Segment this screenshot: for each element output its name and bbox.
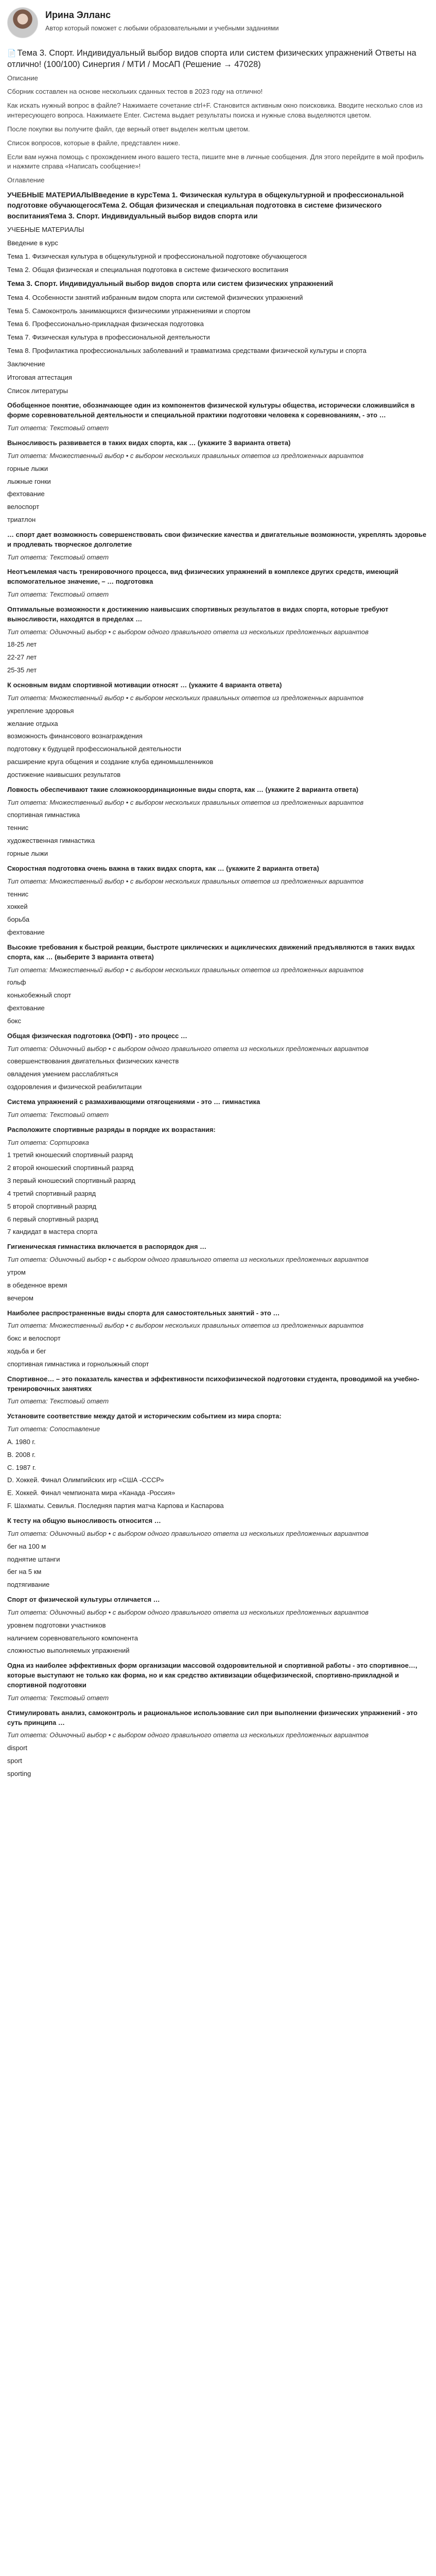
question-block [7,785,427,859]
author-avatar[interactable] [7,7,38,38]
answer-option: disport [7,1744,28,1752]
answer-option: горные лыжи [7,849,48,857]
question-text: К основным видам спортивной мотивации относят … (укажите 4 варианта ответа) [7,681,282,689]
answer-option: sporting [7,1769,31,1777]
question-block [7,943,427,1026]
question-block [7,1242,427,1303]
answer-type: Тип ответа: Текстовый ответ [7,1397,109,1405]
answer-option: 3 первый юношеский спортивный разряд [7,1177,135,1185]
answer-option: F. Шахматы. Севилья. Последняя партия матча Карпова и Каспарова [7,1502,224,1510]
answer-type: Тип ответа: Сортировка [7,1138,89,1146]
answer-option: 4 третий спортивный разряд [7,1189,96,1197]
answer-option: E. Хоккей. Финал чемпионата мира «Канада -Россия» [7,1489,176,1497]
intro-paragraph: Сборник составлен на основе нескольких сданных тестов в 2023 году на отлично! [7,88,263,96]
question-block [7,1661,427,1703]
answer-option: оздоровления и физической реабилитации [7,1083,142,1091]
answer-option: художественная гимнастика [7,837,95,845]
answer-option: лыжные гонки [7,477,51,485]
toc-item: Тема 1. Физическая культура в общекультурной и профессиональной подготовке обучающегося [7,252,307,260]
answer-option: сложностью выполняемых упражнений [7,1647,130,1655]
answer-option: 22-27 лет [7,653,37,662]
answer-type: Тип ответа: Текстовый ответ [7,1693,109,1702]
answer-option: подтягивание [7,1581,50,1589]
answer-option: укрепление здоровья [7,706,74,715]
question-text: Выносливость развивается в таких видах спорта, как … (укажите 3 варианта ответа) [7,438,291,447]
document-icon: 📄 [7,49,16,57]
answer-option: хоккей [7,903,28,911]
answer-option: A. 1980 г. [7,1437,36,1446]
document-title-text: Тема 3. Спорт. Индивидуальный выбор видов спорта или систем физических упражнений Ответы на отлично! (100/100) Синергия / МТИ / МосАП (Решение → 47028) [7,48,416,70]
answer-option: 7 кандидат в мастера спорта [7,1228,98,1236]
question-block [7,1412,427,1511]
intro-section [7,74,427,186]
toc-item: Тема 5. Самоконтроль занимающихся физическими упражнениями и спортом [7,307,251,315]
toc-item: Заключение [7,360,45,368]
question-block [7,1375,427,1407]
question-block [7,1516,427,1590]
question-block [7,401,427,433]
answer-option: конькобежный спорт [7,991,72,999]
question-block [7,1595,427,1656]
answer-type: Тип ответа: Текстовый ответ [7,590,109,599]
answer-type: Тип ответа: Одиночный выбор • с выбором одного правильного ответа из нескольких предложенных вариантов [7,1044,369,1053]
question-text: Оптимальные возможности к достижению наивысших спортивных результатов в видах спорта, которые требуют выносливости, находятся в пределах … [7,605,389,623]
questions-list [7,401,427,1778]
answer-type: Тип ответа: Одиночный выбор • с выбором одного правильного ответа из нескольких предложенных вариантов [7,1256,369,1264]
intro-paragraph: Как искать нужный вопрос в файле? Нажимаете сочетание ctrl+F. Становится активным окно поисковика. Вводите несколько слов из интересующего вопроса. Нажимаете Enter. Система выдает результаты поиска и нужные слова выделяются цветом. [7,101,423,120]
question-block [7,567,427,600]
toc-item: Тема 7. Физическая культура в профессиональной деятельности [7,333,210,342]
toc-list-2 [7,293,427,396]
question-text: Общая физическая подготовка (ОФП) - это процесс … [7,1031,187,1040]
question-block [7,1031,427,1092]
question-text: Обобщенное понятие, обозначающее один из компонентов физической культуры общества, исторически сложившийся в форме соревновательной деятельности и специальной практики подготовки человека к соревнованиям, - это … [7,401,415,419]
question-text: … спорт дает возможность совершенствовать свои физические качества и двигательные возможности, укреплять здоровье и продлевать творческое долголетие [7,530,427,548]
answer-option: теннис [7,824,29,832]
answer-option: 25-35 лет [7,666,37,674]
answer-option: 6 первый спортивный разряд [7,1215,98,1223]
answer-option: C. 1987 г. [7,1463,36,1471]
answer-option: поднятие штанги [7,1555,60,1563]
question-text: Ловкость обеспечивают такие сложнокоординационные виды спорта, как … (укажите 2 варианта ответа) [7,785,359,793]
answer-type: Тип ответа: Множественный выбор • с выбором нескольких правильных ответов из предложенных вариантов [7,451,364,460]
answer-option: фехтование [7,1004,45,1012]
question-text: Скоростная подготовка очень важна в таких видах спорта, как … (укажите 2 варианта ответа) [7,864,319,872]
author-description: Автор который поможет с любыми образовательными и учебными заданиями [45,25,279,32]
question-block [7,681,427,780]
toc-item: УЧЕБНЫЕ МАТЕРИАЛЫ [7,226,84,234]
answer-option: велоспорт [7,503,40,511]
question-text: Спортивное… – это показатель качества и эффективности психофизической подготовки студента, проводимой на учебно-тренировочных занятиях [7,1375,420,1393]
question-text: Система упражнений с размахивающими отягощениями - это … гимнастика [7,1098,260,1106]
intro-paragraph: Если вам нужна помощь с прохождением иного вашего теста, пишите мне в личные сообщения. Для этого перейдите в мой профиль и нажмите справа «Написать сообщение»! [7,152,424,171]
answer-option: бег на 100 м [7,1542,46,1550]
toc-item: Итоговая аттестация [7,373,72,381]
answer-type: Тип ответа: Текстовый ответ [7,424,109,432]
intro-paragraph: Описание [7,74,38,82]
question-text: Расположите спортивные разряды в порядке их возрастания: [7,1125,216,1133]
answer-option: возможность финансового вознаграждения [7,732,143,740]
answer-option: 1 третий юношеский спортивный разряд [7,1151,133,1159]
toc-item: Тема 4. Особенности занятий избранным видом спорта или системой физических упражнений [7,293,303,301]
document-title [7,47,427,71]
answer-option: фехтование [7,490,45,498]
question-text: Высокие требования к быстрой реакции, быстроте циклических и ациклических движений предъявляются в таких видах спорта, как … (выберите 3 варианта ответа) [7,943,415,961]
toc-summary: УЧЕБНЫЕ МАТЕРИАЛЫВведение в курсТема 1. Физическая культура в общекультурной и профессиональной подготовке обучающегосяТема 2. Общая физическая и специальная подготовка в системе физического воспитанияТема 3. Спорт. Индивидуальный выбор видов спорта или [7,191,404,220]
answer-option: бокс [7,1016,22,1025]
intro-paragraph: Оглавление [7,176,45,184]
intro-paragraph: После покупки вы получите файл, где верный ответ выделен желтым цветом. [7,125,250,133]
answer-type: Тип ответа: Одиночный выбор • с выбором одного правильного ответа из нескольких предложенных вариантов [7,1608,369,1616]
question-block [7,605,427,675]
answer-option: подготовку к будущей профессиональной деятельности [7,745,182,753]
question-text: Наиболее распространенные виды спорта для самостоятельных занятий - это … [7,1309,280,1317]
answer-type: Тип ответа: Множественный выбор • с выбором нескольких правильных ответов из предложенных вариантов [7,877,364,885]
answer-option: 18-25 лет [7,640,37,649]
toc-item: Список литературы [7,386,68,395]
answer-option: sport [7,1757,22,1765]
question-block [7,1125,427,1238]
answer-type: Тип ответа: Текстовый ответ [7,1110,109,1118]
answer-type: Тип ответа: Одиночный выбор • с выбором одного правильного ответа из нескольких предложенных вариантов [7,1529,369,1537]
answer-option: борьба [7,916,30,924]
answer-option: в обеденное время [7,1281,67,1289]
answer-option: фехтование [7,928,45,937]
answer-option: овладения умением расслабляться [7,1070,118,1078]
question-block [7,1097,427,1120]
question-text: К тесту на общую выносливость относится … [7,1517,161,1524]
toc-list [7,225,427,275]
answer-type: Тип ответа: Множественный выбор • с выбором нескольких правильных ответов из предложенных вариантов [7,693,364,702]
answer-type: Тип ответа: Одиночный выбор • с выбором одного правильного ответа из нескольких предложенных вариантов [7,1731,369,1739]
toc-item: Тема 2. Общая физическая и специальная подготовка в системе физического воспитания [7,265,289,274]
answer-option: утром [7,1268,26,1276]
answer-option: спортивная гимнастика и горнолыжный спорт [7,1360,149,1368]
toc-current-topic: Тема 3. Спорт. Индивидуальный выбор видов спорта или систем физических упражнений [7,279,334,288]
answer-type: Тип ответа: Множественный выбор • с выбором нескольких правильных ответов из предложенных вариантов [7,798,364,806]
answer-option: спортивная гимнастика [7,811,80,819]
question-text: Спорт от физической культуры отличается … [7,1596,160,1604]
answer-option: D. Хоккей. Финал Олимпийских игр «США -СССР» [7,1476,164,1484]
answer-option: горные лыжи [7,464,48,472]
answer-option: бокс и велоспорт [7,1334,61,1343]
answer-option: желание отдыха [7,719,58,727]
answer-option: ходьба и бег [7,1347,46,1355]
answer-type: Тип ответа: Текстовый ответ [7,553,109,561]
toc-item: Тема 6. Профессионально-прикладная физическая подготовка [7,320,204,328]
answer-option: совершенствования двигательных физических качеств [7,1057,179,1065]
answer-type: Тип ответа: Множественный выбор • с выбором нескольких правильных ответов из предложенных вариантов [7,965,364,974]
question-text: Неотъемлемая часть тренировочного процесса, вид физических упражнений в комплексе других средств, имеющий вспомогательное значение, – … подготовка [7,568,398,586]
answer-option: бег на 5 км [7,1568,42,1576]
answer-type: Тип ответа: Сопоставление [7,1425,100,1433]
author-info [45,7,278,33]
answer-option: 5 второй спортивный разряд [7,1202,97,1210]
answer-option: достижение наивысших результатов [7,770,121,778]
question-block [7,1309,427,1369]
intro-paragraph: Список вопросов, которые в файле, представлен ниже. [7,139,180,147]
answer-option: наличием соревновательного компонента [7,1634,138,1642]
question-text: Гигиеническая гимнастика включается в распорядок дня … [7,1243,207,1251]
question-block [7,864,427,938]
answer-type: Тип ответа: Множественный выбор • с выбором нескольких правильных ответов из предложенных вариантов [7,1321,364,1330]
question-block [7,438,427,525]
question-block [7,1708,427,1779]
answer-option: гольф [7,978,26,987]
answer-option: уровнем подготовки участников [7,1621,106,1629]
answer-option: вечером [7,1294,33,1302]
answer-option: B. 2008 г. [7,1450,36,1459]
answer-option: 2 второй юношеский спортивный разряд [7,1164,134,1172]
question-text: Установите соответствие между датой и историческим событием из мира спорта: [7,1412,282,1420]
toc-item: Введение в курс [7,239,58,247]
author-profile [7,5,427,42]
toc-item: Тема 8. Профилактика профессиональных заболеваний и травматизма средствами физической культуры и спорта [7,347,367,355]
question-text: Стимулировать анализ, самоконтроль и рациональное использование сил при выполнении физических упражнений - это суть принципа … [7,1708,417,1726]
answer-option: триатлон [7,516,36,524]
answer-option: расширение круга общения и создание клуба единомышленников [7,758,214,766]
author-name[interactable]: Ирина Элланс [45,10,111,20]
question-block [7,530,427,563]
question-text: Одна из наиболее эффективных форм организации массовой оздоровительной и спортивной работы - это спортивное…, которые выступают не только как форма, но и как средство активизации общефизической, спортивно-прикладной и спортивной подготовки [7,1662,417,1689]
answer-option: теннис [7,890,29,898]
answer-type: Тип ответа: Одиночный выбор • с выбором одного правильного ответа из нескольких предложенных вариантов [7,628,369,636]
